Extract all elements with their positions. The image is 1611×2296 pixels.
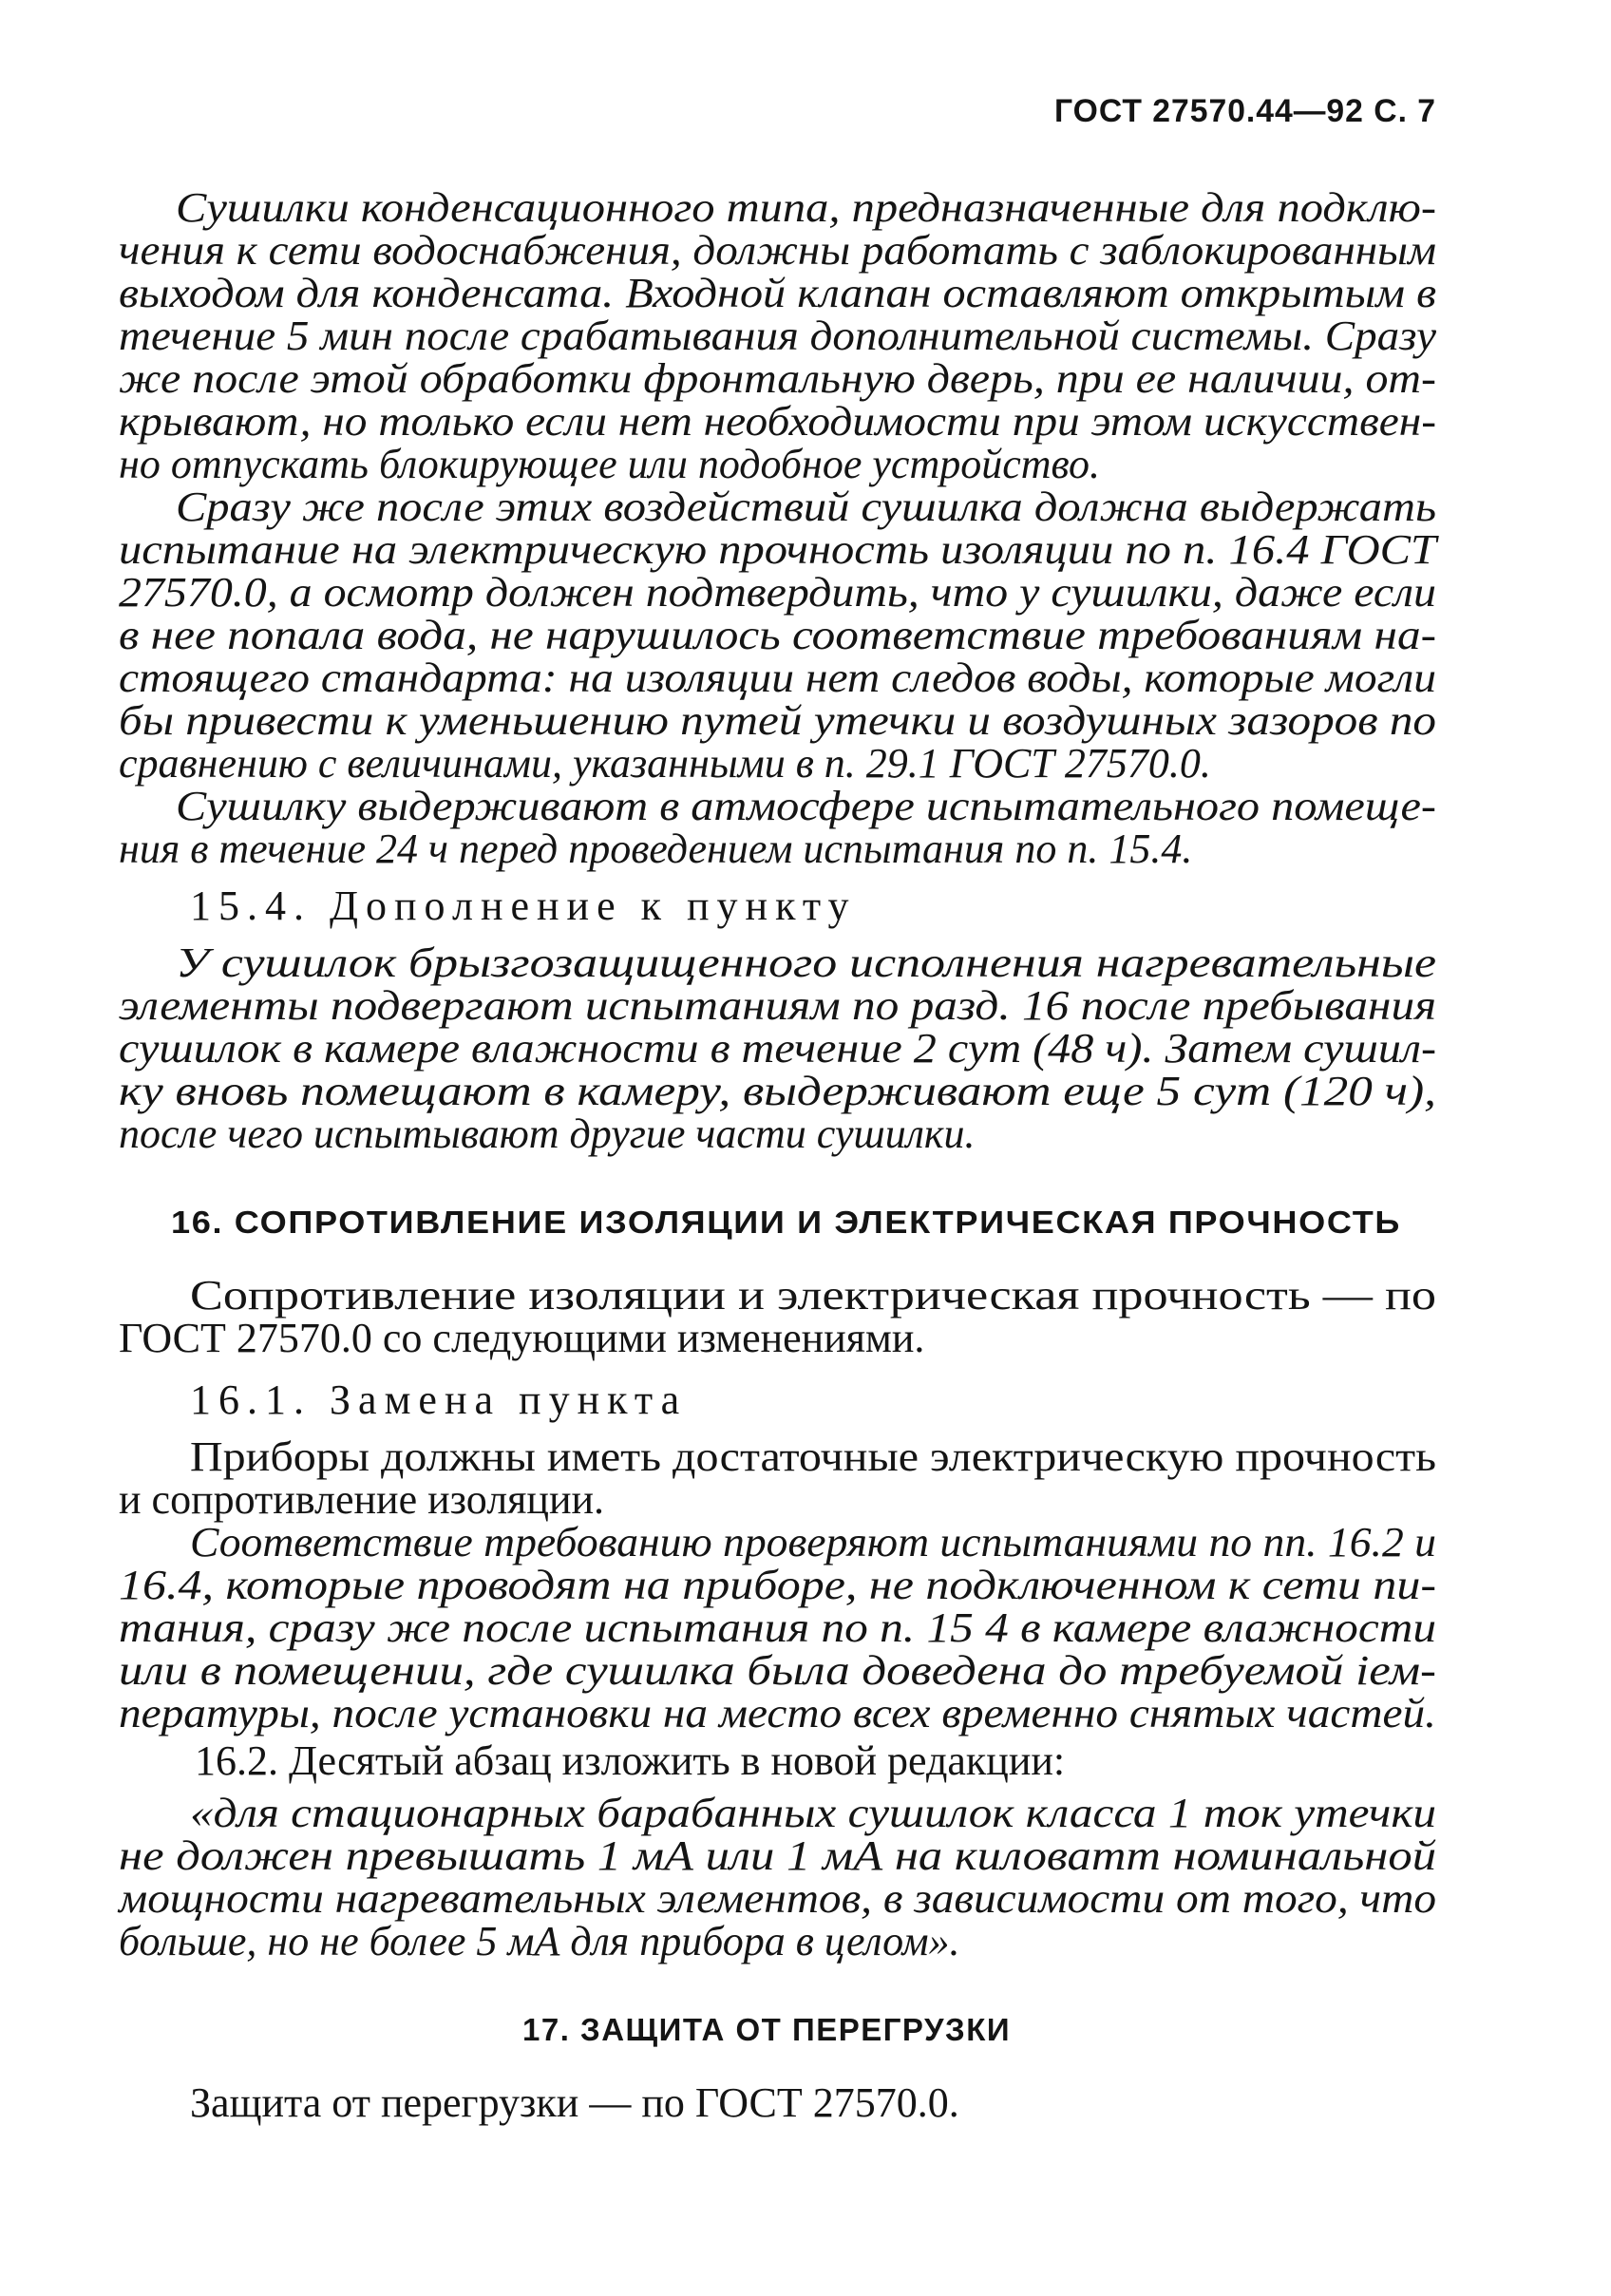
text-line: течение 5 мин после срабатывания дополнительной системы. Сразу — [119, 313, 1436, 359]
text-line: ГОСТ 27570.0 со следующими изменениями. — [119, 1315, 925, 1361]
text-line: мощности нагревательных элементов, в зависимости от того, что — [119, 1875, 1436, 1922]
section-16-title: 16. СОПРОТИВЛЕНИЕ ИЗОЛЯЦИИ И ЭЛЕКТРИЧЕСКАЯ ПРОЧНОСТЬ — [171, 1205, 1401, 1240]
text-line: Защита от перегрузки — по ГОСТ 27570.0. — [190, 2079, 959, 2126]
clause-heading-16-1: 16.1. Замена пункта — [190, 1376, 688, 1423]
text-line: и сопротивление изоляции. — [119, 1476, 605, 1523]
text-line: испытание на электрическую прочность изоляции по п. 16.4 ГОСТ — [119, 526, 1437, 573]
text-line: элементы подвергают испытаниям по разд. 16 после пребывания — [119, 982, 1436, 1029]
text-line: в нее попала вода, не нарушилось соответствие требованиям на- — [119, 612, 1436, 658]
text-line: крывают, но только если нет необходимости при этом искусствен- — [119, 398, 1436, 445]
text-line: У сушилок брызгозащищенного исполнения нагревательные — [176, 939, 1436, 986]
text-line: выходом для конденсата. Входной клапан оставляют открытым в — [119, 270, 1436, 316]
text-line: 16.4, которые проводят на приборе, не подключенном к сети пи- — [119, 1562, 1436, 1608]
text-line: чения к сети водоснабжения, должны работать с заблокированным — [119, 227, 1436, 274]
text-line: ку вновь помещают в камеру, выдерживают еще 5 сут (120 ч), — [119, 1068, 1436, 1114]
section-17-title: 17. ЗАЩИТА ОТ ПЕРЕГРУЗКИ — [522, 2012, 1012, 2047]
text-line: Сушилки конденсационного типа, предназначенные для подклю- — [176, 184, 1436, 231]
text-line: Приборы должны иметь достаточные электрическую прочность — [190, 1433, 1436, 1480]
clause-16-2: 16.2. Десятый абзац изложить в новой редакции: — [195, 1737, 1066, 1784]
text-line: стоящего стандарта: на изоляции нет следов воды, которые могли — [119, 655, 1436, 701]
text-line: больше, но не более 5 мА для прибора в целом». — [119, 1918, 960, 1964]
text-line: не должен превышать 1 мА или 1 мА на киловатт номинальной — [119, 1832, 1436, 1879]
text-line: 27570.0, а осмотр должен подтвердить, что у сушилки, даже если — [119, 569, 1436, 616]
text-line: сравнению с величинами, указанными в п. 29.1 ГОСТ 27570.0. — [119, 740, 1211, 787]
text-line: бы привести к уменьшению путей утечки и воздушных зазоров по — [119, 697, 1436, 744]
text-line: сушилок в камере влажности в течение 2 сут (48 ч). Затем сушил- — [119, 1025, 1436, 1072]
text-line: «для стационарных барабанных сушилок класса 1 ток утечки — [190, 1790, 1436, 1836]
text-line: тания, сразу же после испытания по п. 15 4 в камере влажности — [119, 1604, 1436, 1651]
text-line: ния в течение 24 ч перед проведением испытания по п. 15.4. — [119, 825, 1193, 872]
text-line: или в помещении, где сушилка была доведена до требуемой iем- — [119, 1647, 1436, 1694]
clause-heading-15-4: 15.4. Дополнение к пункту — [190, 882, 857, 929]
text-line: Сопротивление изоляции и электрическая прочность — по — [190, 1272, 1436, 1319]
text-line: Сушилку выдерживают в атмосфере испытательного помеще- — [176, 783, 1436, 829]
text-line: Сразу же после этих воздействий сушилка должна выдержать — [176, 484, 1436, 530]
text-line: Соответствие требованию проверяют испытаниями по пп. 16.2 и — [190, 1519, 1436, 1565]
running-head: ГОСТ 27570.44—92 С. 7 — [1054, 93, 1436, 129]
text-line: пературы, после установки на место всех временно снятых частей. — [119, 1690, 1436, 1736]
text-line: но отпускать блокирующее или подобное устройство. — [119, 441, 1101, 487]
text-line: после чего испытывают другие части сушилки. — [119, 1110, 976, 1157]
text-line: же после этой обработки фронтальную дверь, при ее наличии, от- — [119, 355, 1436, 402]
